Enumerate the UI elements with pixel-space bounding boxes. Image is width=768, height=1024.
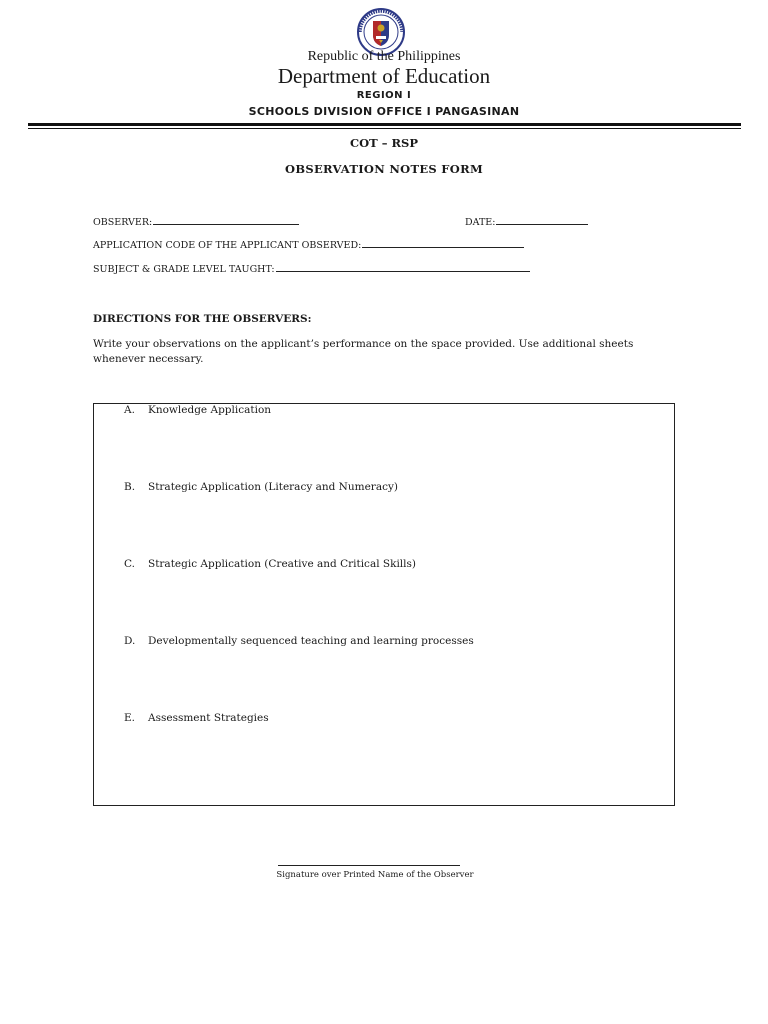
- signature-line[interactable]: [278, 865, 460, 866]
- directions-heading: DIRECTIONS FOR THE OBSERVERS:: [93, 313, 312, 325]
- item-strategic-creative-critical: [124, 558, 416, 570]
- item-label: Knowledge Application: [148, 404, 272, 416]
- item-letter: C.: [124, 558, 135, 570]
- item-letter: B.: [124, 481, 136, 493]
- item-strategic-literacy-numeracy: [124, 481, 398, 493]
- item-knowledge-application: [124, 404, 271, 416]
- directions-text: Write your observations on the applicant’s performance on the space provided. Use additional sheets whenever necessary.: [93, 338, 634, 365]
- subject-label: SUBJECT & GRADE LEVEL TAUGHT:: [93, 264, 275, 275]
- form-code: COT – RSP: [350, 136, 418, 150]
- signature-label: Signature over Printed Name of the Observer: [276, 870, 474, 880]
- form-title: OBSERVATION NOTES FORM: [285, 162, 483, 176]
- division-heading: SCHOOLS DIVISION OFFICE I PANGASINAN: [248, 105, 520, 118]
- application-code-field: [93, 237, 524, 251]
- item-letter: E.: [124, 712, 136, 724]
- item-label: Assessment Strategies: [148, 712, 269, 724]
- header-divider-thick: [28, 123, 741, 126]
- item-label: Developmentally sequenced teaching and learning processes: [148, 635, 474, 647]
- item-letter: A.: [124, 404, 135, 416]
- observer-field: [93, 214, 299, 228]
- region-heading: REGION I: [356, 90, 412, 101]
- item-label: Strategic Application (Literacy and Numeracy): [148, 481, 398, 493]
- header-divider-thin: [28, 128, 741, 129]
- subject-blank[interactable]: [276, 261, 530, 272]
- observer-label: OBSERVER:: [93, 217, 153, 228]
- date-label: DATE:: [465, 217, 496, 228]
- observer-blank[interactable]: [153, 214, 299, 225]
- subject-field: [93, 261, 530, 275]
- application-code-label: APPLICATION CODE OF THE APPLICANT OBSERVED:: [93, 240, 362, 251]
- republic-heading: Republic of the Philippines: [307, 49, 461, 64]
- observation-box[interactable]: [93, 403, 675, 806]
- item-assessment-strategies: [124, 712, 269, 724]
- item-label: Strategic Application (Creative and Critical Skills): [148, 558, 417, 570]
- item-developmental-sequencing: [124, 635, 474, 647]
- date-blank[interactable]: [496, 214, 588, 225]
- date-field: [465, 214, 588, 228]
- item-letter: D.: [124, 635, 136, 647]
- application-code-blank[interactable]: [362, 237, 524, 248]
- department-heading: Department of Education: [277, 64, 491, 88]
